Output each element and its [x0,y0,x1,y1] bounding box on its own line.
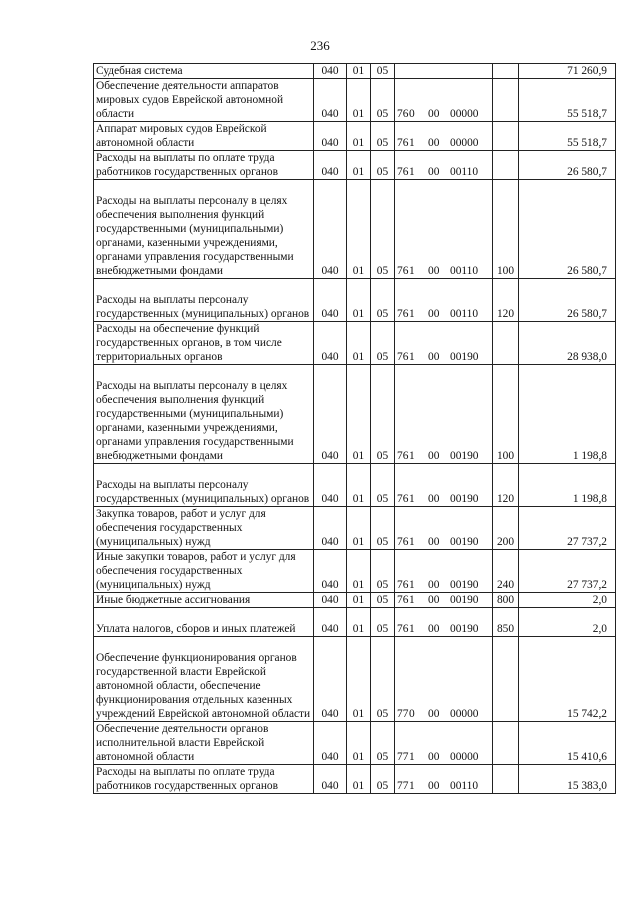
ministry-code-cell: 040 [314,550,347,593]
target-article-program-part: 76 [397,166,409,178]
target-article-code-part: 00000 [450,751,479,763]
section-code-cell: 01 [347,608,371,637]
target-article-code-part: 00110 [450,308,479,320]
expense-name-cell: Уплата налогов, сборов и иных платежей [94,608,314,637]
target-article-code-cell [395,464,493,507]
table-row [94,637,616,722]
target-article-code-cell [395,593,493,608]
section-code-cell: 01 [347,464,371,507]
table-row [94,365,616,464]
expense-type-code-cell: 100 [493,180,519,279]
target-article-code-cell [395,322,493,365]
expense-name-cell: Иные закупки товаров, работ и услуг для обеспечения государственных (муниципальных) нужд [94,550,314,593]
expense-type-code-cell [493,765,519,794]
target-article-program-part: 76 [397,579,409,591]
table-row [94,593,616,608]
table-row [94,722,616,765]
target-article-group-part: 00 [428,351,440,363]
amount-cell: 15 742,2 [519,637,616,722]
target-article-code-cell [395,365,493,464]
subsection-code-cell: 05 [371,464,395,507]
section-code-cell: 01 [347,507,371,550]
subsection-code-cell: 05 [371,279,395,322]
expense-name-cell: Расходы на обеспечение функций государственных органов, в том числе территориальных органов [94,322,314,365]
target-article-group-part: 00 [428,450,440,462]
expense-type-code-cell [493,722,519,765]
subsection-code-cell: 05 [371,765,395,794]
target-article-subprogram-part: 1 [409,450,415,462]
amount-cell: 15 410,6 [519,722,616,765]
target-article-code-cell [395,180,493,279]
target-article-code-cell [395,79,493,122]
subsection-code-cell: 05 [371,550,395,593]
target-article-code-part: 00000 [450,708,479,720]
target-article-subprogram-part: 1 [409,751,415,763]
target-article-program-part: 76 [397,536,409,548]
subsection-code-cell: 05 [371,151,395,180]
target-article-code-cell [395,765,493,794]
target-article-code-cell [395,151,493,180]
table-row [94,464,616,507]
amount-cell: 2,0 [519,593,616,608]
expense-type-code-cell: 850 [493,608,519,637]
target-article-group-part: 00 [428,308,440,320]
table-row [94,279,616,322]
section-code-cell: 01 [347,79,371,122]
ministry-code-cell: 040 [314,122,347,151]
target-article-program-part: 77 [397,780,409,792]
target-article-group-part: 00 [428,493,440,505]
expense-type-code-cell: 120 [493,464,519,507]
expense-name-cell: Расходы на выплаты по оплате труда работников государственных органов [94,151,314,180]
target-article-program-part: 76 [397,351,409,363]
table-row [94,79,616,122]
target-article-subprogram-part: 1 [409,166,415,178]
subsection-code-cell: 05 [371,180,395,279]
amount-cell: 27 737,2 [519,550,616,593]
expense-type-code-cell [493,322,519,365]
expense-type-code-cell: 200 [493,507,519,550]
section-code-cell: 01 [347,122,371,151]
target-article-subprogram-part: 1 [409,594,415,606]
target-article-code-cell [395,608,493,637]
target-article-program-part: 76 [397,308,409,320]
target-article-program-part: 76 [397,493,409,505]
amount-cell: 1 198,8 [519,365,616,464]
amount-cell: 2,0 [519,608,616,637]
target-article-code-part: 00190 [450,493,479,505]
subsection-code-cell: 05 [371,507,395,550]
ministry-code-cell: 040 [314,322,347,365]
subsection-code-cell: 05 [371,122,395,151]
target-article-code-part: 00110 [450,166,479,178]
expense-type-code-cell [493,637,519,722]
section-code-cell: 01 [347,550,371,593]
expense-name-cell: Аппарат мировых судов Еврейской автономной области [94,122,314,151]
table-row [94,64,616,79]
ministry-code-cell: 040 [314,593,347,608]
target-article-group-part: 00 [428,579,440,591]
expense-name-cell: Обеспечение деятельности аппаратов мировых судов Еврейской автономной области [94,79,314,122]
subsection-code-cell: 05 [371,322,395,365]
page-number: 236 [310,38,330,53]
target-article-code-part: 00190 [450,351,479,363]
section-code-cell: 01 [347,722,371,765]
subsection-code-cell: 05 [371,722,395,765]
table-row [94,122,616,151]
target-article-program-part: 76 [397,623,409,635]
target-article-program-part: 76 [397,265,409,277]
ministry-code-cell: 040 [314,637,347,722]
budget-table [93,63,616,794]
section-code-cell: 01 [347,322,371,365]
target-article-code-cell [395,64,493,79]
table-row [94,180,616,279]
subsection-code-cell: 05 [371,64,395,79]
expense-type-code-cell [493,79,519,122]
target-article-program-part: 76 [397,450,409,462]
target-article-program-part: 77 [397,751,409,763]
target-article-program-part: 76 [397,594,409,606]
target-article-code-part: 00110 [450,780,479,792]
expense-name-cell: Обеспечение деятельности органов исполнительной власти Еврейской автономной области [94,722,314,765]
target-article-subprogram-part: 1 [409,623,415,635]
target-article-code-cell [395,637,493,722]
target-article-group-part: 00 [428,137,440,149]
target-article-subprogram-part: 1 [409,536,415,548]
target-article-code-part: 00190 [450,579,479,591]
ministry-code-cell: 040 [314,507,347,550]
target-article-subprogram-part: 0 [409,708,415,720]
ministry-code-cell: 040 [314,608,347,637]
amount-cell: 27 737,2 [519,507,616,550]
section-code-cell: 01 [347,279,371,322]
section-code-cell: 01 [347,765,371,794]
expense-type-code-cell [493,151,519,180]
target-article-code-part: 00190 [450,450,479,462]
section-code-cell: 01 [347,64,371,79]
amount-cell: 26 580,7 [519,279,616,322]
expense-name-cell: Расходы на выплаты персоналу государственных (муниципальных) органов [94,279,314,322]
target-article-group-part: 00 [428,594,440,606]
section-code-cell: 01 [347,365,371,464]
target-article-group-part: 00 [428,166,440,178]
ministry-code-cell: 040 [314,365,347,464]
target-article-subprogram-part: 1 [409,137,415,149]
table-row [94,550,616,593]
target-article-code-part: 00190 [450,536,479,548]
target-article-group-part: 00 [428,708,440,720]
subsection-code-cell: 05 [371,637,395,722]
target-article-program-part: 77 [397,708,409,720]
ministry-code-cell: 040 [314,180,347,279]
subsection-code-cell: 05 [371,365,395,464]
target-article-code-cell [395,722,493,765]
expense-type-code-cell: 800 [493,593,519,608]
expense-type-code-cell [493,122,519,151]
expense-name-cell: Судебная система [94,64,314,79]
target-article-code-part: 00000 [450,137,479,149]
ministry-code-cell: 040 [314,151,347,180]
amount-cell: 1 198,8 [519,464,616,507]
subsection-code-cell: 05 [371,608,395,637]
target-article-program-part: 76 [397,108,409,120]
target-article-subprogram-part: 1 [409,579,415,591]
section-code-cell: 01 [347,180,371,279]
section-code-cell: 01 [347,593,371,608]
expense-name-cell: Расходы на выплаты персоналу в целях обеспечения выполнения функций государственными (муниципальными) органами, казенными учреждениями, органами управления государственными внебюджетными фондами [94,180,314,279]
amount-cell: 26 580,7 [519,180,616,279]
target-article-group-part: 00 [428,108,440,120]
target-article-group-part: 00 [428,265,440,277]
target-article-subprogram-part: 1 [409,493,415,505]
amount-cell: 28 938,0 [519,322,616,365]
amount-cell: 15 383,0 [519,765,616,794]
ministry-code-cell: 040 [314,464,347,507]
section-code-cell: 01 [347,637,371,722]
table-row [94,765,616,794]
expense-name-cell: Закупка товаров, работ и услуг для обеспечения государственных (муниципальных) нужд [94,507,314,550]
target-article-subprogram-part: 1 [409,265,415,277]
target-article-code-cell [395,279,493,322]
table-row [94,322,616,365]
ministry-code-cell: 040 [314,722,347,765]
table-row [94,608,616,637]
expense-type-code-cell: 120 [493,279,519,322]
amount-cell: 26 580,7 [519,151,616,180]
target-article-group-part: 00 [428,780,440,792]
target-article-code-cell [395,550,493,593]
expense-name-cell: Обеспечение функционирования органов государственной власти Еврейской автономной области, обеспечение функционирования отдельных казенных учреждений Еврейской автономной области [94,637,314,722]
target-article-subprogram-part: 1 [409,780,415,792]
target-article-group-part: 00 [428,536,440,548]
expense-name-cell: Расходы на выплаты персоналу государственных (муниципальных) органов [94,464,314,507]
table-row [94,151,616,180]
target-article-code-cell [395,122,493,151]
target-article-group-part: 00 [428,623,440,635]
expense-type-code-cell [493,64,519,79]
target-article-code-part: 00190 [450,594,479,606]
table-row [94,507,616,550]
ministry-code-cell: 040 [314,79,347,122]
expense-type-code-cell: 240 [493,550,519,593]
target-article-program-part: 76 [397,137,409,149]
amount-cell: 55 518,7 [519,79,616,122]
section-code-cell: 01 [347,151,371,180]
subsection-code-cell: 05 [371,79,395,122]
ministry-code-cell: 040 [314,279,347,322]
amount-cell: 71 260,9 [519,64,616,79]
amount-cell: 55 518,7 [519,122,616,151]
target-article-code-part: 00110 [450,265,479,277]
target-article-subprogram-part: 1 [409,351,415,363]
target-article-code-cell [395,507,493,550]
target-article-subprogram-part: 0 [409,108,415,120]
target-article-code-part: 00190 [450,623,479,635]
expense-name-cell: Иные бюджетные ассигнования [94,593,314,608]
expense-type-code-cell: 100 [493,365,519,464]
expense-name-cell: Расходы на выплаты персоналу в целях обеспечения выполнения функций государственными (муниципальными) органами, казенными учреждениями, органами управления государственными внебюджетными фондами [94,365,314,464]
ministry-code-cell: 040 [314,765,347,794]
target-article-subprogram-part: 1 [409,308,415,320]
subsection-code-cell: 05 [371,593,395,608]
expense-name-cell: Расходы на выплаты по оплате труда работников государственных органов [94,765,314,794]
target-article-code-part: 00000 [450,108,479,120]
ministry-code-cell: 040 [314,64,347,79]
target-article-group-part: 00 [428,751,440,763]
